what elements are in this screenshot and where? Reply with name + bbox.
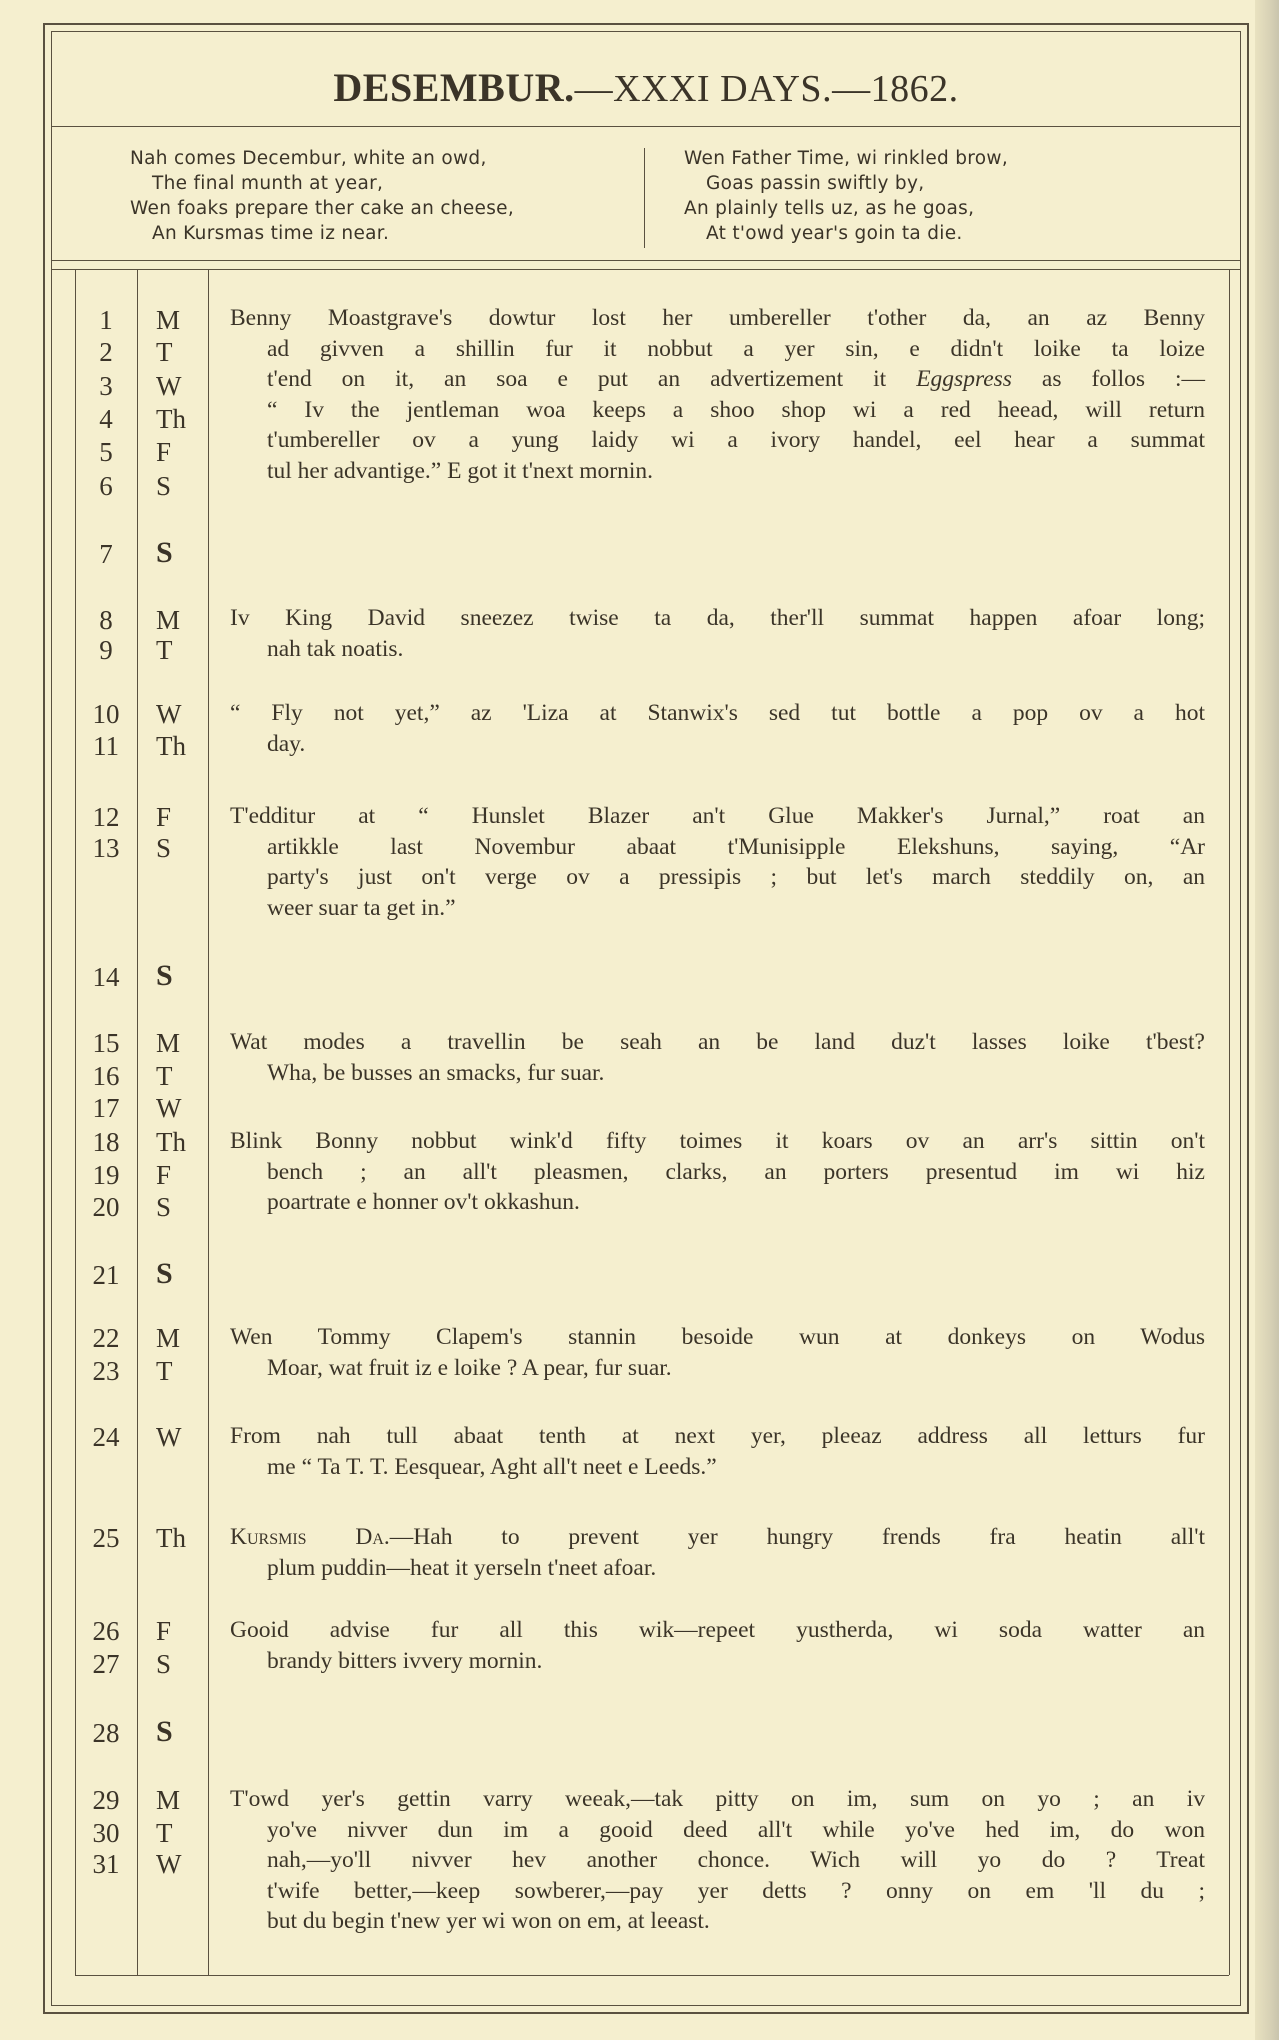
day-number: 14 xyxy=(92,962,120,992)
italic-text: Eggspress xyxy=(916,366,1012,392)
entry-line xyxy=(230,395,1205,426)
title-rule xyxy=(51,126,1241,127)
almanac-entry xyxy=(230,1615,1205,1676)
weekday: F xyxy=(156,1160,172,1190)
entry-text: Wen Tommy Clapem's stannin besoide wun at donkeys on Wodus xyxy=(230,1324,1205,1350)
poem-line: An Kursmas time iz near. xyxy=(152,223,390,244)
entry-line xyxy=(230,729,1205,760)
day-number: 8 xyxy=(99,605,113,635)
entry-text: but du begin t'new yer wi won on em, at leeast. xyxy=(267,1908,710,1934)
weekday: T xyxy=(156,337,173,367)
day-number: 23 xyxy=(92,1356,120,1386)
day-number: 26 xyxy=(92,1616,120,1646)
entry-line xyxy=(230,698,1205,729)
page-edge-shadow xyxy=(1255,0,1279,2040)
almanac-entry xyxy=(230,1027,1205,1088)
almanac-entry xyxy=(230,1322,1205,1383)
column-divider xyxy=(1229,269,1230,1975)
poem-line: Wen foaks prepare ther cake an cheese, xyxy=(130,198,515,219)
day-number: 13 xyxy=(92,833,120,863)
entry-text: nah,—yo'll nivver hev another chonce. Wich will yo do ? Treat xyxy=(267,1847,1205,1873)
day-number: 11 xyxy=(93,731,119,761)
entry-text: t'wife better,—keep sowberer,—pay yer detts ? onny on em 'll du ; xyxy=(267,1877,1205,1904)
weekday: Th xyxy=(156,731,186,761)
entry-line xyxy=(230,1553,1205,1584)
almanac-entry xyxy=(230,698,1205,759)
day-number: 25 xyxy=(92,1523,120,1553)
column-divider xyxy=(137,269,138,1975)
poem-line: Wen Father Time, wi rinkled brow, xyxy=(684,148,1009,169)
entry-text: Blink Bonny nobbut wink'd fifty toimes it koars ov an arr's sittin on't xyxy=(230,1128,1205,1154)
weekday: M xyxy=(156,1785,181,1815)
entry-text: brandy bitters ivvery mornin. xyxy=(267,1647,543,1674)
day-number: 27 xyxy=(92,1649,120,1679)
day-number: 24 xyxy=(92,1422,120,1452)
weekday-sunday: S xyxy=(156,1257,173,1290)
weekday: Th xyxy=(156,404,186,434)
weekday: T xyxy=(156,1356,173,1386)
entry-line xyxy=(230,425,1205,456)
day-number: 30 xyxy=(92,1818,120,1848)
day-number: 18 xyxy=(92,1127,120,1157)
entry-text: T'edditur at “ Hunslet Blazer an't Glue Makker's Jurnal,” roat an xyxy=(230,803,1205,829)
weekday: W xyxy=(156,1849,182,1879)
day-number: 20 xyxy=(92,1192,120,1222)
entry-text: artikkle last Novembur abaat t'Munisipple Elekshuns, saying, “Ar xyxy=(267,833,1205,860)
entry-line xyxy=(230,456,1205,487)
day-number: 21 xyxy=(92,1260,120,1290)
weekday-sunday: S xyxy=(156,536,173,569)
entry-text: “ Iv the jentleman woa keeps a shoo shop wi a red heead, will return xyxy=(267,396,1205,423)
day-number: 16 xyxy=(92,1061,120,1091)
day-number: 4 xyxy=(99,404,113,434)
weekday: S xyxy=(156,833,172,863)
day-number: 15 xyxy=(92,1028,120,1058)
entry-line xyxy=(230,303,1205,334)
day-number: 5 xyxy=(99,437,113,467)
weekday: W xyxy=(156,699,182,729)
entry-line xyxy=(230,1876,1205,1907)
entry-line xyxy=(230,1187,1205,1218)
entry-line xyxy=(230,1784,1205,1815)
entry-line xyxy=(230,1522,1205,1553)
entry-line xyxy=(230,1452,1205,1483)
weekday: M xyxy=(156,1028,181,1058)
page-title xyxy=(51,64,1241,111)
day-number: 12 xyxy=(92,802,120,832)
entry-text: Moar, wat fruit iz e loike ? A pear, fur suar. xyxy=(267,1354,672,1381)
poem-left-stanza xyxy=(130,146,514,246)
weekday: T xyxy=(156,635,173,665)
almanac-entry xyxy=(230,801,1205,923)
entry-line xyxy=(230,1906,1205,1937)
title-rest: —XXXI DAYS.—1862. xyxy=(574,68,959,110)
poem-line: The final munth at year, xyxy=(152,173,384,194)
entry-line xyxy=(230,893,1205,924)
entry-line xyxy=(230,1157,1205,1188)
calendar-bottom-rule xyxy=(75,1975,1229,1976)
almanac-entry xyxy=(230,1126,1205,1218)
entry-text: Wat modes a travellin be seah an be land duz't lasses loike t'best? xyxy=(230,1029,1205,1055)
almanac-entry xyxy=(230,1421,1205,1482)
calendar-top-rule xyxy=(51,260,1241,261)
entry-line xyxy=(230,801,1205,832)
entry-line xyxy=(230,634,1205,665)
entry-line xyxy=(230,1322,1205,1353)
entry-line xyxy=(230,1027,1205,1058)
weekday: F xyxy=(156,1616,172,1646)
entry-text: t'end on it, an soa e put an advertizement it xyxy=(267,366,917,392)
weekday: W xyxy=(156,371,182,401)
entry-line xyxy=(230,832,1205,863)
weekday: Th xyxy=(156,1127,186,1157)
small-caps-heading: Kursmis Da. xyxy=(230,1524,390,1550)
title-month: DESEMBUR. xyxy=(333,65,575,110)
day-number: 6 xyxy=(99,471,113,501)
weekday: T xyxy=(156,1061,173,1091)
entry-text: me “ Ta T. T. Eesquear, Aght all't neet e Leeds.” xyxy=(267,1453,717,1480)
poem-line: An plainly tells uz, as he goas, xyxy=(684,198,975,219)
entry-line xyxy=(230,1126,1205,1157)
weekday: T xyxy=(156,1818,173,1848)
weekday: M xyxy=(156,305,181,335)
entry-text: t'umbereller ov a yung laidy wi a ivory handel, eel hear a summat xyxy=(267,427,1205,453)
almanac-entry xyxy=(230,303,1205,486)
entry-text: Benny Moastgrave's dowtur lost her umbereller t'other da, an az Benny xyxy=(230,305,1205,331)
entry-line xyxy=(230,1353,1205,1384)
entry-line xyxy=(230,1058,1205,1089)
entry-text: Iv King David sneezez twise ta da, ther'll summat happen afoar long; xyxy=(230,605,1205,631)
entry-text: nah tak noatis. xyxy=(267,635,404,662)
entry-text: From nah tull abaat tenth at next yer, pleeaz address all letturs fur xyxy=(230,1423,1205,1449)
entry-text: —Hah to prevent yer hungry frends fra heatin all't xyxy=(389,1524,1205,1550)
entry-line xyxy=(230,1421,1205,1452)
entry-line xyxy=(230,1615,1205,1646)
entry-text: ad givven a shillin fur it nobbut a yer sin, e didn't loike ta loize xyxy=(267,335,1205,362)
day-number: 28 xyxy=(92,1718,120,1748)
entry-text: day. xyxy=(267,730,306,757)
calendar-top-rule-2 xyxy=(51,269,1241,270)
weekday: S xyxy=(156,1649,172,1679)
poem-line: Goas passin swiftly by, xyxy=(706,173,925,194)
weekday-sunday: S xyxy=(156,1715,173,1748)
entry-text: as follos :— xyxy=(1011,366,1205,392)
poem-divider xyxy=(644,148,645,248)
day-number: 9 xyxy=(99,635,113,665)
almanac-entry xyxy=(230,1784,1205,1937)
weekday: M xyxy=(156,605,181,635)
entry-text: weer suar ta get in.” xyxy=(267,894,456,921)
day-number: 29 xyxy=(92,1785,120,1815)
day-number: 1 xyxy=(99,305,113,335)
day-number: 10 xyxy=(92,699,120,729)
entry-line xyxy=(230,862,1205,893)
day-number: 31 xyxy=(92,1849,120,1879)
day-number: 17 xyxy=(92,1093,120,1123)
day-number: 7 xyxy=(99,539,113,569)
weekday-sunday: S xyxy=(156,959,173,992)
entry-text: “ Fly not yet,” az 'Liza at Stanwix's sed tut bottle a pop ov a hot xyxy=(230,700,1205,726)
entry-line xyxy=(230,603,1205,634)
entry-text: Wha, be busses an smacks, fur suar. xyxy=(267,1059,605,1086)
almanac-entry xyxy=(230,603,1205,664)
entry-line xyxy=(230,1845,1205,1876)
entry-text: poartrate e honner ov't okkashun. xyxy=(267,1189,580,1215)
day-number: 19 xyxy=(92,1160,120,1190)
day-number: 3 xyxy=(99,371,113,401)
entry-text: party's just on't verge ov a pressipis ; but let's march steddily on, an xyxy=(267,864,1205,890)
weekday: S xyxy=(156,1192,172,1222)
weekday: W xyxy=(156,1422,182,1452)
poem-line: Nah comes Decembur, white an owd, xyxy=(130,148,487,169)
entry-text: bench ; an all't pleasmen, clarks, an porters presentud im wi hiz xyxy=(267,1158,1205,1185)
entry-line xyxy=(230,364,1205,395)
column-divider xyxy=(208,269,209,1975)
entry-text: yo've nivver dun im a gooid deed all't while yo've hed im, do won xyxy=(267,1816,1205,1843)
entry-text: Gooid advise fur all this wik—repeet yustherda, wi soda watter an xyxy=(230,1617,1205,1643)
entry-line xyxy=(230,1815,1205,1846)
poem-line: At t'owd year's goin ta die. xyxy=(706,223,963,244)
almanac-entry xyxy=(230,1522,1205,1583)
entry-line xyxy=(230,334,1205,365)
entry-text: T'owd yer's gettin varry weeak,—tak pitty on im, sum on yo ; an iv xyxy=(230,1786,1205,1812)
entry-line xyxy=(230,1646,1205,1677)
weekday: M xyxy=(156,1323,181,1353)
day-number: 22 xyxy=(92,1323,120,1353)
weekday: S xyxy=(156,471,172,501)
weekday: Th xyxy=(156,1523,186,1553)
weekday: F xyxy=(156,437,172,467)
weekday: F xyxy=(156,802,172,832)
entry-text: tul her advantige.” E got it t'next mornin. xyxy=(267,457,654,484)
weekday: W xyxy=(156,1093,182,1123)
day-number: 2 xyxy=(99,337,113,367)
poem-right-stanza xyxy=(684,146,1008,246)
entry-text: plum puddin—heat it yerseln t'neet afoar. xyxy=(267,1554,657,1581)
